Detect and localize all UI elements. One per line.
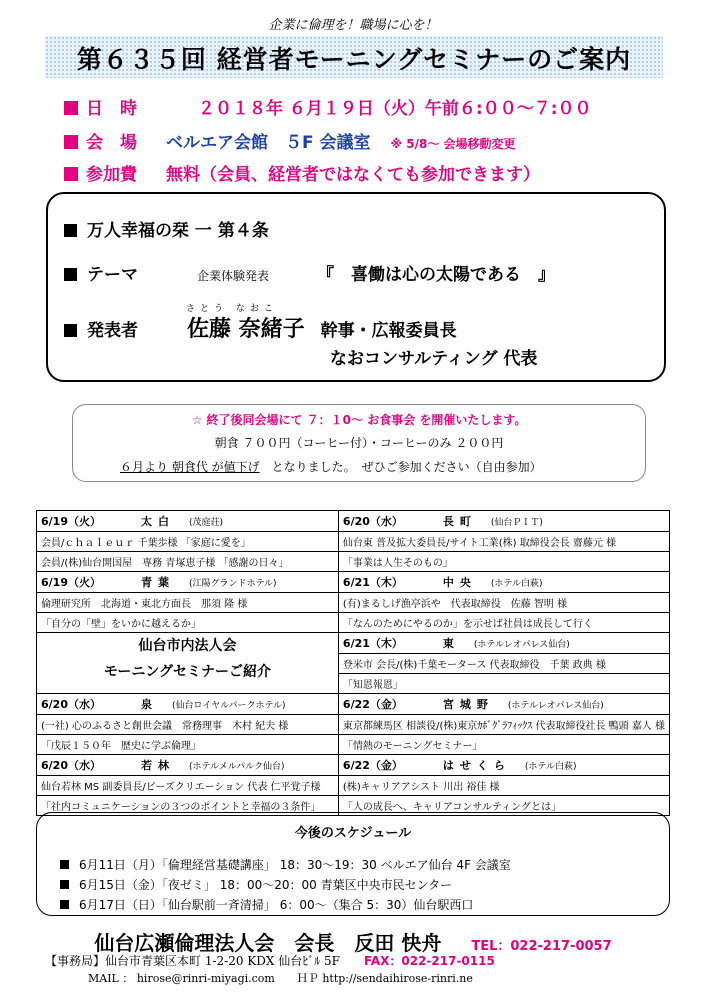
- schedule-text: 6月11日（月）「倫理経営基礎講座」 18：30～19：30 ベルエア仙台 4F 会議室: [79, 858, 511, 872]
- intro-heading-line: 仙台市内法人会: [138, 638, 237, 654]
- schedule-text: 6月15日（金）「夜ゼミ」 18：00～20：00 青葉区中央市民センター: [79, 878, 453, 892]
- venue-date: 6/19（火）: [41, 576, 101, 589]
- theme-value: 『 喜働は心の太陽である 』: [317, 265, 555, 285]
- info-date-row: [64, 94, 592, 119]
- table-row: [37, 755, 670, 816]
- venue-header: [339, 694, 669, 715]
- venue-place: (江陽グランドホテル): [188, 579, 277, 589]
- venue-value: ベルエア会館 ５F 会議室: [166, 133, 371, 153]
- venue-date: 6/19（火）: [41, 515, 101, 528]
- topic-article: [64, 216, 269, 241]
- date-value: ２０１８年 ６月１９日（火）午前６:００～７:００: [198, 99, 592, 119]
- venue-header: [37, 694, 338, 715]
- venue-header: [37, 755, 338, 776]
- schedule-item: [60, 876, 452, 893]
- venue-name: 太白: [140, 515, 175, 528]
- meal-invite-text: となりました。 ぜひご参加ください（自由参加）: [271, 460, 542, 474]
- venue-detail-line: (一社) 心のふるさと創世会議 常務理事 木村 紀夫 様: [37, 715, 338, 735]
- square-bullet-icon: [60, 880, 69, 889]
- theme-sub: 企業体験発表: [197, 269, 270, 283]
- venue-cell: [37, 694, 339, 755]
- venue-label: 会 場: [86, 133, 137, 153]
- venue-cell: [37, 511, 339, 572]
- meal-announcement: ☆ 終了後同会場にて ７：１0～ お食事会 を開催いたします。: [191, 413, 527, 427]
- ruby-text: さとう なおこ: [186, 304, 278, 314]
- venue-cell: [37, 572, 339, 633]
- venue-name: 泉: [140, 698, 158, 711]
- venue-name: はせくら: [442, 759, 511, 772]
- tel-number: TEL：022-217-0057: [471, 939, 612, 954]
- meal-note: [120, 458, 542, 475]
- article-text: 万人幸福の栞 一 第４条: [87, 221, 269, 241]
- date-label: 日 時: [86, 99, 137, 119]
- venue-detail-line: 「知恩報恩」: [342, 680, 403, 691]
- venue-cell: [338, 633, 669, 694]
- venue-header: [339, 755, 669, 776]
- venue-table: [36, 510, 670, 816]
- venue-date: 6/22（金）: [342, 698, 403, 711]
- square-bullet-icon: [64, 224, 77, 237]
- intro-heading-line: モーニングセミナーご紹介: [103, 664, 272, 680]
- venue-name: 青葉: [140, 576, 175, 589]
- page-title: 第６３５回 経営者モーニングセミナーのご案内: [76, 45, 632, 74]
- venue-cell: [338, 572, 669, 633]
- contact-line: MAIL ： hirose@rinri-miyagi.com ＨＰ http://sendaihirose-rinri.ne: [88, 972, 473, 985]
- venue-detail-line: 倫理研究所 北海道・東北方面長 那須 隆 様: [37, 593, 338, 613]
- organization-name: 仙台広瀬倫理法人会 会長 反田 快舟: [94, 931, 442, 955]
- table-row: [37, 572, 670, 633]
- venue-date: 6/21（木）: [342, 576, 403, 589]
- venue-name: 宮城野: [442, 698, 494, 711]
- schedule-text: 6月17日（日）「仙台駅前一斉清掃」 6：00～（集合 5：30）仙台駅西口: [79, 898, 474, 912]
- venue-detail-line: 「自分の「壁」をいかに越えるか」: [41, 619, 201, 630]
- venue-detail-line: 「社内コミュニケーションの３つのポイントと幸福の３条件」: [41, 802, 321, 813]
- venue-cell: [338, 755, 669, 816]
- venue-detail-line: 仙台東 普及拡大委員長/サイト工業(株) 取締役会長 齋藤元 様: [339, 532, 669, 552]
- topic-speaker: [64, 312, 457, 343]
- info-fee-row: [64, 160, 540, 185]
- speaker-role: 幹事・広報委員長: [320, 321, 457, 341]
- venue-cell: [37, 755, 339, 816]
- theme-label: テーマ: [87, 265, 138, 285]
- venue-date: 6/20（水）: [41, 698, 101, 711]
- venue-date: 6/20（水）: [342, 515, 403, 528]
- venue-detail-line: (株)キャリアアシスト 川出 裕佳 様: [339, 776, 669, 796]
- square-bullet-icon: [64, 101, 78, 115]
- venue-date: 6/22（金）: [342, 759, 403, 772]
- speaker-org: なおコンサルティング 代表: [330, 349, 538, 369]
- table-row: [37, 511, 670, 572]
- venue-date: 6/21（木）: [342, 637, 403, 650]
- venue-detail-line: 「戊辰１５０年 歴史に学ぶ倫理」: [41, 741, 201, 752]
- square-bullet-icon: [64, 135, 78, 149]
- venue-detail-line: 「人の成長へ、キャリアコンサルティングとは」: [342, 802, 562, 813]
- speaker-name: 佐藤 奈緒子: [187, 317, 305, 342]
- office-address: 【事務局】仙台市青葉区本町 1-2-20 KDX 仙台ﾋﾞﾙ 5F: [45, 954, 340, 968]
- venue-place: (ホテル白萩): [490, 579, 543, 589]
- venue-place: (ホテルメルパルク仙台): [188, 762, 285, 772]
- venue-intro-heading: [37, 633, 339, 694]
- fax-number: FAX：022-217-0115: [364, 954, 495, 968]
- venue-name: 若林: [140, 759, 175, 772]
- fee-value: 無料（会員、経営者ではなくても参加できます）: [166, 165, 540, 185]
- meal-price: 朝食 ７００円（コーヒー付）・コーヒーのみ ２００円: [214, 436, 504, 450]
- venue-detail-line: 会員/ｃｈａｌｅｕｒ 千葉歩様 「家庭に愛を」: [37, 532, 338, 552]
- schedule-title: 今後のスケジュール: [294, 826, 412, 841]
- square-bullet-icon: [60, 900, 69, 909]
- schedule-item: [60, 856, 511, 873]
- venue-cell: [338, 694, 669, 755]
- schedule-item: [60, 896, 473, 913]
- venue-name: 東: [442, 637, 460, 650]
- venue-header: [339, 633, 669, 654]
- venue-header: [37, 511, 338, 532]
- square-bullet-icon: [64, 324, 77, 337]
- square-bullet-icon: [64, 167, 78, 181]
- office-line: [45, 952, 495, 969]
- venue-detail-line: 「なんのためにやるのか」を示せば社員は成長して行く: [342, 619, 593, 630]
- venue-detail-line: 東京都練馬区 相談役/(株)東京ｶﾎﾞｸﾞﾗﾌｨｯｸｽ 代表取締役社長 鴨頭 嘉人 様: [339, 715, 669, 735]
- venue-place: (ホテルレオパレス仙台): [473, 640, 570, 650]
- fee-label: 参加費: [86, 165, 137, 185]
- venue-detail-line: 会員/(株)仙台開国屋 専務 青塚恵子様 「感謝の日々」: [41, 558, 289, 569]
- table-row: [37, 633, 670, 694]
- venue-date: 6/20（水）: [41, 759, 101, 772]
- topic-theme: [64, 260, 555, 285]
- venue-place: (ホテルレオパレス仙台): [507, 701, 604, 711]
- venue-detail-line: 「情熱のモーニングセミナー」: [342, 741, 483, 752]
- venue-detail-line: 「事業は人生そのもの」: [342, 558, 453, 569]
- speaker-label: 発表者: [87, 321, 138, 341]
- venue-cell: [338, 511, 669, 572]
- info-venue-row: [64, 128, 516, 153]
- tagline: 企業に倫理を！職場に心を！: [268, 18, 438, 33]
- venue-header: [37, 572, 338, 593]
- venue-detail-line: (有)まるしげ漁亭浜や 代表取締役 佐藤 智明 様: [339, 593, 669, 613]
- venue-place: (仙台ＰＩＴ): [490, 518, 543, 528]
- square-bullet-icon: [60, 860, 69, 869]
- square-bullet-icon: [64, 268, 77, 281]
- venue-note: ※ 5/8～ 会場移動変更: [390, 137, 516, 151]
- venue-name: 中央: [442, 576, 477, 589]
- venue-detail-line: 登米市 会長/(株)千葉モータース 代表取締役 千葉 政典 様: [339, 654, 669, 674]
- venue-header: [339, 511, 669, 532]
- venue-header: [339, 572, 669, 593]
- venue-name: 長町: [442, 515, 477, 528]
- venue-place: (茂庭荘): [188, 518, 224, 528]
- venue-place: (ホテル白萩): [524, 762, 577, 772]
- price-change-text: ６月より 朝食代 が値下げ: [120, 460, 260, 474]
- venue-place: (仙台ロイヤルパークホテル): [171, 701, 286, 711]
- table-row: [37, 694, 670, 755]
- venue-detail-line: 仙台若林 MS 副委員長/ビーズクリエーション 代表 仁平覚子様: [37, 776, 338, 796]
